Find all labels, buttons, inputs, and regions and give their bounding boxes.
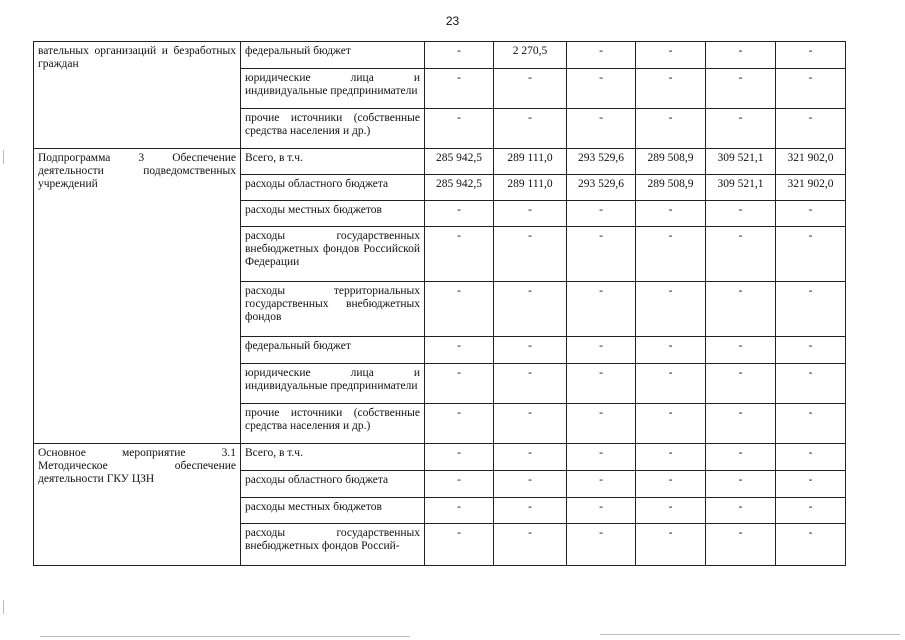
value-cell: -: [567, 404, 636, 444]
program-name-cell: Подпрограмма 3 Обеспечение деятельности подведомственных учреждений: [34, 149, 241, 444]
funding-source-cell: расходы государственных внебюджетных фондов Российской Федерации: [241, 227, 425, 282]
funding-source-cell: юридические лица и индивидуальные предприниматели: [241, 364, 425, 404]
table-row: [34, 149, 846, 175]
value-cell: -: [776, 404, 846, 444]
value-cell: 285 942,5: [425, 175, 494, 201]
value-cell: -: [706, 498, 776, 524]
value-cell: -: [776, 444, 846, 471]
scan-artifact-line: [3, 150, 4, 164]
value-cell: -: [567, 109, 636, 149]
value-cell: -: [567, 282, 636, 337]
value-cell: -: [567, 444, 636, 471]
value-cell: -: [567, 42, 636, 69]
program-name-cell: Основное мероприятие 3.1 Методическое обеспечение деятельности ГКУ ЦЗН: [34, 444, 241, 566]
value-cell: -: [636, 364, 706, 404]
value-cell: -: [636, 69, 706, 109]
value-cell: -: [425, 524, 494, 566]
funding-source-cell: прочие источники (собственные средства населения и др.): [241, 404, 425, 444]
value-cell: -: [567, 524, 636, 566]
value-cell: -: [425, 109, 494, 149]
value-cell: -: [494, 201, 567, 227]
value-cell: 289 508,9: [636, 149, 706, 175]
value-cell: -: [706, 337, 776, 364]
value-cell: -: [706, 69, 776, 109]
value-cell: -: [636, 404, 706, 444]
value-cell: 321 902,0: [776, 175, 846, 201]
value-cell: -: [636, 282, 706, 337]
value-cell: -: [425, 404, 494, 444]
value-cell: -: [636, 227, 706, 282]
value-cell: -: [425, 227, 494, 282]
funding-source-cell: расходы государственных внебюджетных фондов Россий-: [241, 524, 425, 566]
value-cell: 289 508,9: [636, 175, 706, 201]
funding-source-cell: федеральный бюджет: [241, 42, 425, 69]
value-cell: -: [776, 201, 846, 227]
value-cell: -: [706, 524, 776, 566]
funding-source-cell: расходы местных бюджетов: [241, 201, 425, 227]
value-cell: 2 270,5: [494, 42, 567, 69]
value-cell: -: [494, 444, 567, 471]
value-cell: -: [776, 498, 846, 524]
value-cell: -: [706, 109, 776, 149]
value-cell: -: [494, 282, 567, 337]
value-cell: -: [776, 69, 846, 109]
value-cell: -: [425, 444, 494, 471]
value-cell: -: [494, 498, 567, 524]
value-cell: -: [425, 69, 494, 109]
value-cell: -: [636, 524, 706, 566]
budget-table: [33, 41, 846, 566]
value-cell: -: [636, 201, 706, 227]
value-cell: -: [567, 201, 636, 227]
value-cell: -: [706, 42, 776, 69]
table-row: [34, 444, 846, 471]
value-cell: -: [776, 109, 846, 149]
value-cell: -: [636, 471, 706, 498]
value-cell: -: [776, 42, 846, 69]
value-cell: -: [706, 471, 776, 498]
value-cell: -: [706, 282, 776, 337]
value-cell: -: [425, 201, 494, 227]
value-cell: -: [494, 69, 567, 109]
funding-source-cell: расходы областного бюджета: [241, 175, 425, 201]
value-cell: -: [776, 524, 846, 566]
value-cell: -: [636, 498, 706, 524]
value-cell: -: [494, 404, 567, 444]
value-cell: -: [776, 337, 846, 364]
funding-source-cell: федеральный бюджет: [241, 337, 425, 364]
value-cell: -: [494, 109, 567, 149]
funding-source-cell: юридические лица и индивидуальные предприниматели: [241, 69, 425, 109]
value-cell: -: [425, 282, 494, 337]
value-cell: -: [567, 337, 636, 364]
value-cell: -: [567, 227, 636, 282]
funding-source-cell: расходы местных бюджетов: [241, 498, 425, 524]
value-cell: 321 902,0: [776, 149, 846, 175]
value-cell: -: [567, 471, 636, 498]
program-name-cell: вательных организаций и безработных граждан: [34, 42, 241, 149]
value-cell: -: [636, 337, 706, 364]
value-cell: -: [567, 69, 636, 109]
funding-source-cell: Всего, в т.ч.: [241, 444, 425, 471]
value-cell: -: [425, 364, 494, 404]
value-cell: 309 521,1: [706, 175, 776, 201]
value-cell: -: [706, 201, 776, 227]
value-cell: 289 111,0: [494, 175, 567, 201]
value-cell: -: [567, 364, 636, 404]
value-cell: -: [425, 471, 494, 498]
value-cell: -: [706, 364, 776, 404]
funding-source-cell: Всего, в т.ч.: [241, 149, 425, 175]
funding-source-cell: прочие источники (собственные средства населения и др.): [241, 109, 425, 149]
value-cell: -: [636, 42, 706, 69]
value-cell: 285 942,5: [425, 149, 494, 175]
value-cell: -: [494, 227, 567, 282]
value-cell: 293 529,6: [567, 149, 636, 175]
value-cell: 289 111,0: [494, 149, 567, 175]
value-cell: -: [425, 42, 494, 69]
value-cell: -: [425, 498, 494, 524]
funding-source-cell: расходы областного бюджета: [241, 471, 425, 498]
value-cell: 309 521,1: [706, 149, 776, 175]
value-cell: -: [494, 337, 567, 364]
funding-source-cell: расходы территориальных государственных внебюджетных фондов: [241, 282, 425, 337]
value-cell: -: [776, 282, 846, 337]
value-cell: -: [636, 444, 706, 471]
value-cell: 293 529,6: [567, 175, 636, 201]
value-cell: -: [425, 337, 494, 364]
value-cell: -: [494, 364, 567, 404]
value-cell: -: [776, 227, 846, 282]
value-cell: -: [776, 364, 846, 404]
value-cell: -: [706, 404, 776, 444]
value-cell: -: [706, 444, 776, 471]
value-cell: -: [776, 471, 846, 498]
value-cell: -: [494, 524, 567, 566]
value-cell: -: [494, 471, 567, 498]
value-cell: -: [706, 227, 776, 282]
page-number: 23: [445, 14, 460, 28]
value-cell: -: [636, 109, 706, 149]
scan-artifact-line: [3, 600, 4, 614]
scan-artifact-line: [40, 636, 410, 637]
scan-artifact-line: [600, 634, 900, 635]
table-row: [34, 42, 846, 69]
value-cell: -: [567, 498, 636, 524]
